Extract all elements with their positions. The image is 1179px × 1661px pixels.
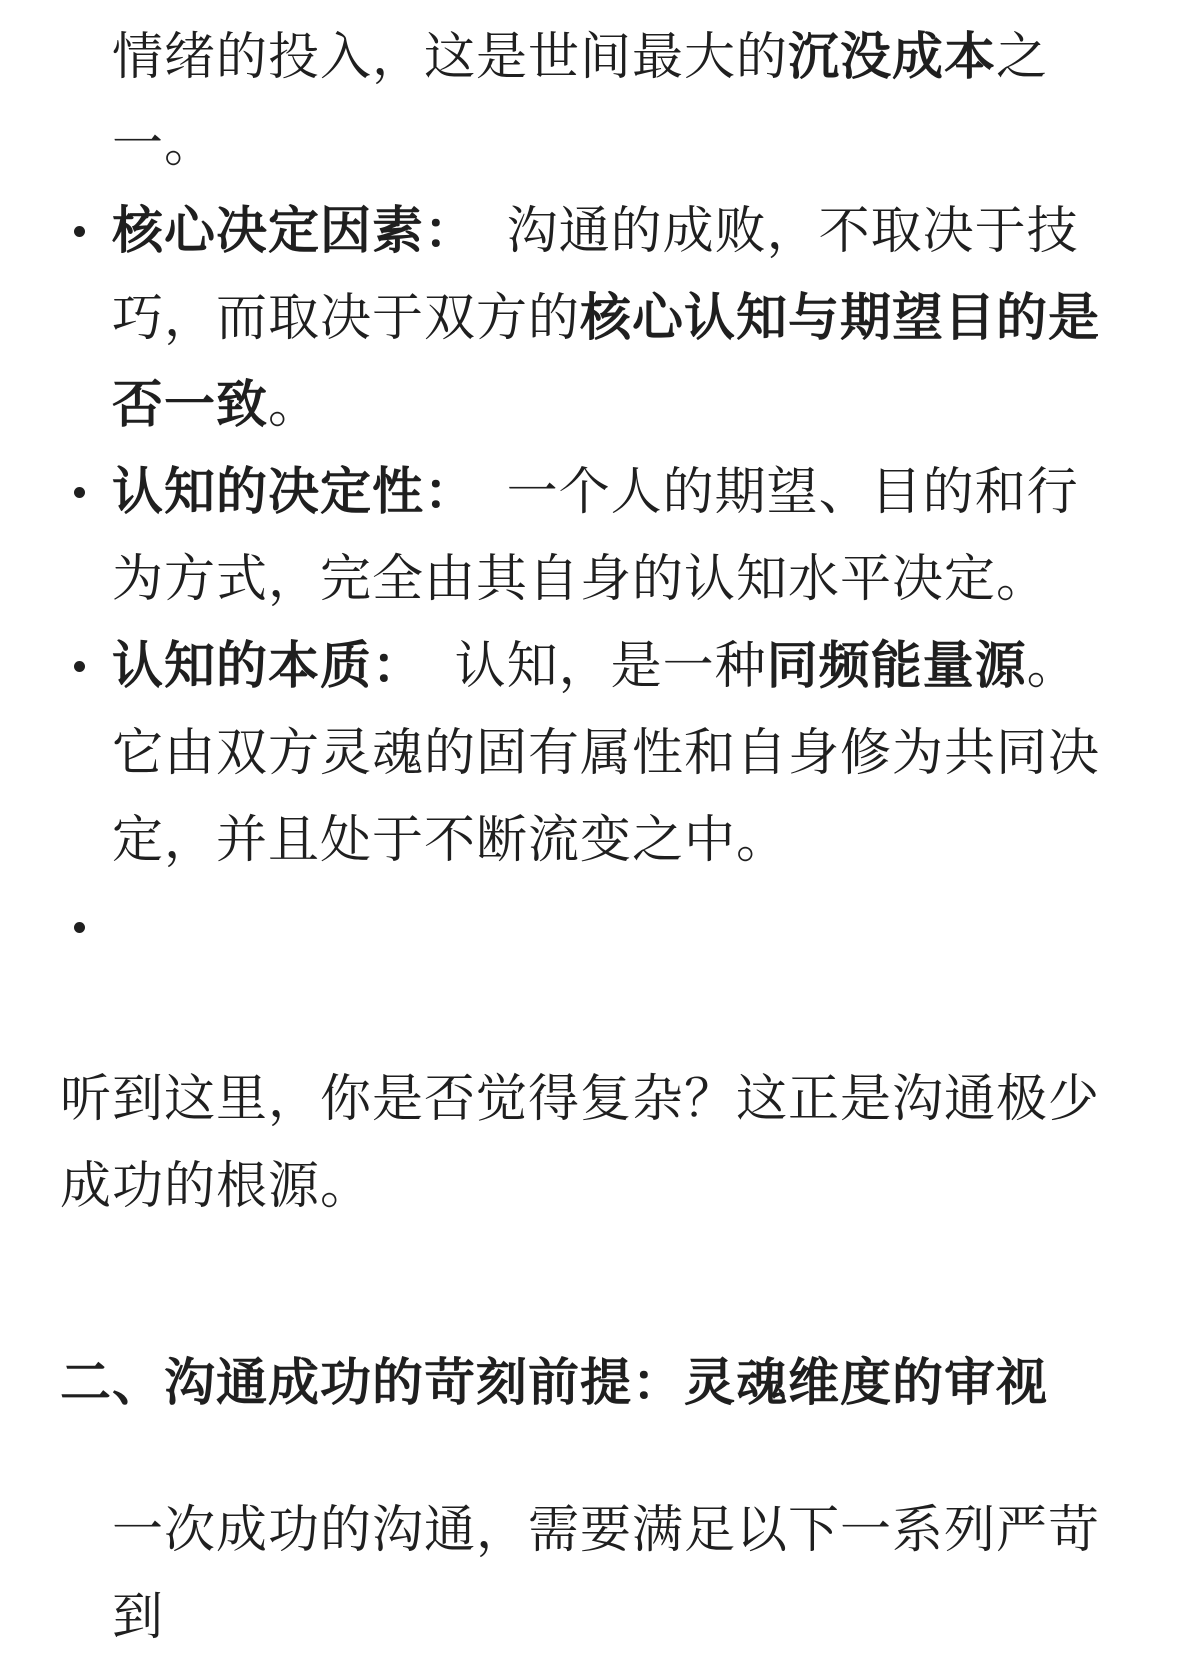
section-heading: 二、沟通成功的苛刻前提：灵魂维度的审视 [60,1354,1049,1413]
item-bold-text: 沉没成本 [788,28,997,87]
list-item [0,0,1179,188]
list-item [0,188,1179,449]
bullet-icon [74,487,85,498]
list-item-empty [0,884,1179,971]
bullet-icon [74,661,85,672]
bullet-icon [74,922,85,933]
body-paragraph: 一次成功的沟通，需要满足以下一系列严苛到 [112,1501,1101,1647]
item-label: 认知的本质： [112,637,425,696]
item-text: 一个人的期望、目的和行为方式，完全由其自身的认知水平决定。 [112,463,1079,609]
item-text: 之一。 [112,28,1049,174]
item-text: 沟通的成败，不取决于技巧，而取决于双方的 [112,202,1079,348]
item-bold-text: 同频能量源 [766,637,1027,696]
item-text: 情绪的投入，这是世间最大的 [112,28,789,87]
item-bold-text: 核心认知与期望目的是否一致 [112,289,1101,435]
list-item [0,449,1179,623]
list-item [0,623,1179,884]
item-label: 认知的决定性： [112,463,477,522]
item-text: 。它由双方灵魂的固有属性和自身修为共同决定，并且处于不断流变之中。 [112,637,1101,870]
body-paragraph: 听到这里，你是否觉得复杂？这正是沟通极少成功的根源。 [60,1070,1101,1216]
bullet-icon [74,226,85,237]
item-text: 认知，是一种 [454,637,767,696]
item-text: 。 [268,376,321,435]
item-label: 核心决定因素： [112,202,477,261]
